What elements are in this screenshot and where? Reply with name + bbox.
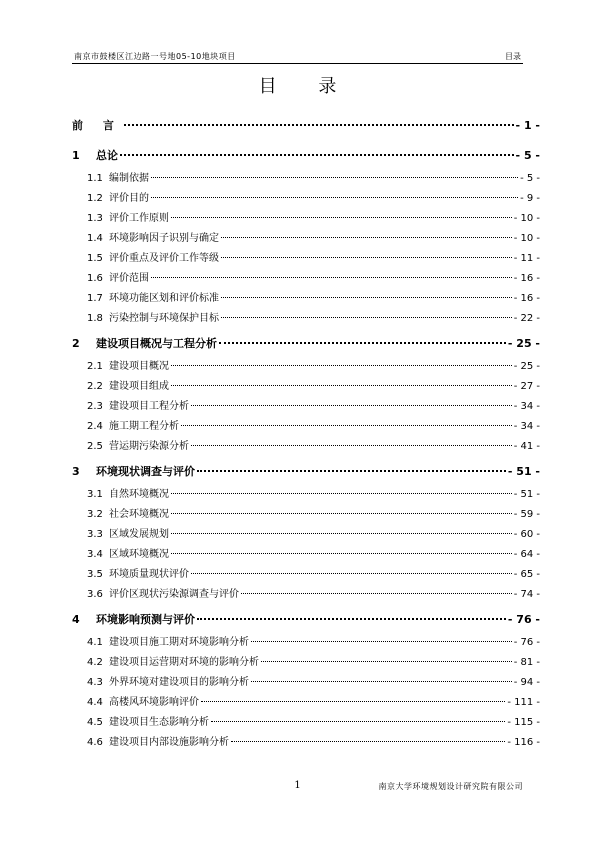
toc-entry-number: 3.6 <box>87 589 103 600</box>
toc-entry[interactable] <box>72 437 540 453</box>
toc-entry-number: 4.1 <box>87 637 103 648</box>
toc-entry-page: - 74 - <box>513 589 540 600</box>
toc-entry-page: - 115 - <box>507 717 540 728</box>
toc-entry-number: 3.1 <box>87 489 103 500</box>
toc-dot-leader <box>171 533 512 534</box>
header-project-name: 南京市鼓楼区江边路一号地05-10地块项目 <box>74 52 236 61</box>
toc-entry-title: 评价范围 <box>109 273 149 284</box>
toc-entry-number: 4.4 <box>87 697 103 708</box>
footer-page-number: 1 <box>294 780 301 791</box>
toc-entry-number: 3.5 <box>87 569 103 580</box>
toc-entry[interactable] <box>72 189 540 205</box>
toc-entry-title: 评价区现状污染源调查与评价 <box>109 589 239 600</box>
toc-entry-page: - 5 - <box>520 173 540 184</box>
toc-entry[interactable] <box>72 693 540 709</box>
toc-entry-number: 1.5 <box>87 253 103 264</box>
toc-entry-number: 3.3 <box>87 529 103 540</box>
toc-entry-number: 1.2 <box>87 193 103 204</box>
toc-entry-number: 1.3 <box>87 213 103 224</box>
toc-dot-leader <box>221 237 512 238</box>
toc-entry-page: - 41 - <box>513 441 540 452</box>
page-header <box>72 48 523 64</box>
toc-entry-title: 污染控制与环境保护目标 <box>109 313 219 324</box>
page-footer <box>72 780 523 794</box>
page-title: 目 录 <box>258 76 355 97</box>
toc-dot-leader <box>151 177 518 178</box>
toc-dot-leader <box>221 257 512 258</box>
toc-entry-page: - 76 - <box>513 637 540 648</box>
toc-entry-number: 1.8 <box>87 313 103 324</box>
toc-dot-leader <box>171 513 512 514</box>
toc-entry-title: 环境影响因子识别与确定 <box>109 233 219 244</box>
toc-entry[interactable] <box>72 713 540 729</box>
toc-entry-title: 评价目的 <box>109 193 149 204</box>
toc-entry-number: 2 <box>72 337 80 350</box>
toc-entry-number: 1.1 <box>87 173 103 184</box>
toc-entry-number: 2.3 <box>87 401 103 412</box>
toc-dot-leader <box>171 365 512 366</box>
toc-dot-leader <box>251 681 512 682</box>
toc-entry-number: 2.2 <box>87 381 103 392</box>
toc-entry-number: 3 <box>72 465 80 478</box>
toc-entry-number: 2.5 <box>87 441 103 452</box>
toc-entry-title: 建设项目生态影响分析 <box>109 717 209 728</box>
footer-organization: 南京大学环境规划设计研究院有限公司 <box>378 782 523 791</box>
toc-entry-number: 4.3 <box>87 677 103 688</box>
toc-entry-page: - 22 - <box>513 313 540 324</box>
toc-entry-page: - 94 - <box>513 677 540 688</box>
toc-dot-leader <box>211 721 505 722</box>
toc-entry-page: - 16 - <box>513 293 540 304</box>
toc-entry-page: - 34 - <box>513 421 540 432</box>
toc-entry-title: 建设项目施工期对环境影响分析 <box>109 637 249 648</box>
toc-entry-number: 4.6 <box>87 737 103 748</box>
toc-entry-title: 区域环境概况 <box>109 549 169 560</box>
toc-entry[interactable] <box>72 733 540 749</box>
toc-entry[interactable] <box>72 633 540 649</box>
toc-entry[interactable] <box>72 335 540 351</box>
toc-entry-page: - 10 - <box>513 213 540 224</box>
toc-entry[interactable] <box>72 117 540 133</box>
toc-entry-page: - 9 - <box>520 193 540 204</box>
toc-dot-leader <box>191 445 512 446</box>
header-section-name: 目录 <box>505 52 521 61</box>
toc-entry-title: 建设项目概况与工程分析 <box>96 337 217 350</box>
toc-dot-leader <box>191 573 512 574</box>
toc-dot-leader <box>171 217 512 218</box>
toc-entry[interactable] <box>72 289 540 305</box>
toc-entry-title: 建设项目运营期对环境的影响分析 <box>109 657 259 668</box>
toc-entry[interactable] <box>72 357 540 373</box>
toc-dot-leader <box>151 277 512 278</box>
toc-entry-page: - 51 - <box>513 489 540 500</box>
toc-dot-leader <box>241 593 512 594</box>
toc-entry[interactable] <box>72 525 540 541</box>
toc-dot-leader <box>191 405 512 406</box>
toc-entry-number: 1 <box>72 149 80 162</box>
toc-entry-title: 评价工作原则 <box>109 213 169 224</box>
toc-entry[interactable] <box>72 417 540 433</box>
toc-entry[interactable] <box>72 611 540 627</box>
toc-entry-page: - 25 - <box>507 337 540 350</box>
toc-dot-leader <box>201 701 505 702</box>
toc-entry[interactable] <box>72 209 540 225</box>
toc-entry-page: - 59 - <box>513 509 540 520</box>
toc-dot-leader <box>120 154 514 156</box>
toc-entry-page: - 60 - <box>513 529 540 540</box>
toc-entry-title: 社会环境概况 <box>109 509 169 520</box>
toc-entry-page: - 25 - <box>513 361 540 372</box>
toc-entry-page: - 34 - <box>513 401 540 412</box>
toc-entry-page: - 27 - <box>513 381 540 392</box>
toc-entry[interactable] <box>72 309 540 325</box>
toc-entry-page: - 10 - <box>513 233 540 244</box>
toc-entry-page: - 11 - <box>513 253 540 264</box>
toc-entry[interactable] <box>72 485 540 501</box>
toc-entry-title: 外界环境对建设项目的影响分析 <box>109 677 249 688</box>
toc-dot-leader <box>171 385 512 386</box>
toc-entry[interactable] <box>72 673 540 689</box>
toc-dot-leader <box>197 470 506 472</box>
toc-entry-number: 2.4 <box>87 421 103 432</box>
toc-entry-title: 总论 <box>96 149 118 162</box>
toc-entry-title: 评价重点及评价工作等级 <box>109 253 219 264</box>
toc-entry-number: 3.2 <box>87 509 103 520</box>
toc-entry[interactable] <box>72 229 540 245</box>
toc-entry-title: 环境现状调查与评价 <box>96 465 195 478</box>
toc-entry-number: 2.1 <box>87 361 103 372</box>
toc-entry-page: - 64 - <box>513 549 540 560</box>
toc-entry-page: - 65 - <box>513 569 540 580</box>
toc-dot-leader <box>251 641 512 642</box>
toc-entry[interactable] <box>72 565 540 581</box>
toc-entry-page: - 116 - <box>507 737 540 748</box>
toc-entry-title: 区域发展规划 <box>109 529 169 540</box>
toc-entry-number: 1.4 <box>87 233 103 244</box>
toc-entry[interactable] <box>72 269 540 285</box>
toc-entry[interactable] <box>72 505 540 521</box>
toc-dot-leader <box>124 124 514 126</box>
toc-entry-number: 3.4 <box>87 549 103 560</box>
toc-dot-leader <box>197 618 506 620</box>
toc-entry-title: 建设项目工程分析 <box>109 401 189 412</box>
toc-entry-title: 建设项目组成 <box>109 381 169 392</box>
toc-entry-number: 4.2 <box>87 657 103 668</box>
toc-dot-leader <box>151 197 518 198</box>
toc-entry[interactable] <box>72 463 540 479</box>
toc-entry-page: - 76 - <box>507 613 540 626</box>
toc-dot-leader <box>181 425 512 426</box>
toc-dot-leader <box>221 317 512 318</box>
toc-entry-title: 营运期污染源分析 <box>109 441 189 452</box>
toc-entry-number: 4.5 <box>87 717 103 728</box>
toc-entry-title: 施工期工程分析 <box>109 421 179 432</box>
toc-entry-page: - 5 - <box>515 149 540 162</box>
toc-entry-page: - 111 - <box>507 697 540 708</box>
toc-dot-leader <box>171 553 512 554</box>
toc-entry-page: - 81 - <box>513 657 540 668</box>
toc-dot-leader <box>171 493 512 494</box>
toc-entry-number: 1.7 <box>87 293 103 304</box>
toc-entry-title: 前 言 <box>72 119 122 132</box>
toc-entry-number: 1.6 <box>87 273 103 284</box>
toc-entry-number: 4 <box>72 613 80 626</box>
toc-entry[interactable] <box>72 585 540 601</box>
toc-entry-page: - 1 - <box>515 119 540 132</box>
toc-entry-title: 编制依据 <box>109 173 149 184</box>
toc-entry[interactable] <box>72 169 540 185</box>
toc-entry[interactable] <box>72 397 540 413</box>
toc-dot-leader <box>219 342 506 344</box>
toc-entry-title: 建设项目概况 <box>109 361 169 372</box>
toc-entry-page: - 51 - <box>507 465 540 478</box>
header-rule <box>72 63 523 64</box>
toc-entry-page: - 16 - <box>513 273 540 284</box>
toc-entry[interactable] <box>72 545 540 561</box>
toc-entry[interactable] <box>72 653 540 669</box>
toc-entry-title: 高楼风环境影响评价 <box>109 697 199 708</box>
toc-dot-leader <box>261 661 512 662</box>
toc-entry-title: 环境影响预测与评价 <box>96 613 195 626</box>
toc-entry-title: 自然环境概况 <box>109 489 169 500</box>
toc-entry-title: 环境功能区划和评价标准 <box>109 293 219 304</box>
toc-entry-title: 建设项目内部设施影响分析 <box>109 737 229 748</box>
toc-dot-leader <box>221 297 512 298</box>
toc-entry[interactable] <box>72 249 540 265</box>
toc-entry-title: 环境质量现状评价 <box>109 569 189 580</box>
toc-entry[interactable] <box>72 147 540 163</box>
toc-dot-leader <box>231 741 505 742</box>
toc-entry[interactable] <box>72 377 540 393</box>
